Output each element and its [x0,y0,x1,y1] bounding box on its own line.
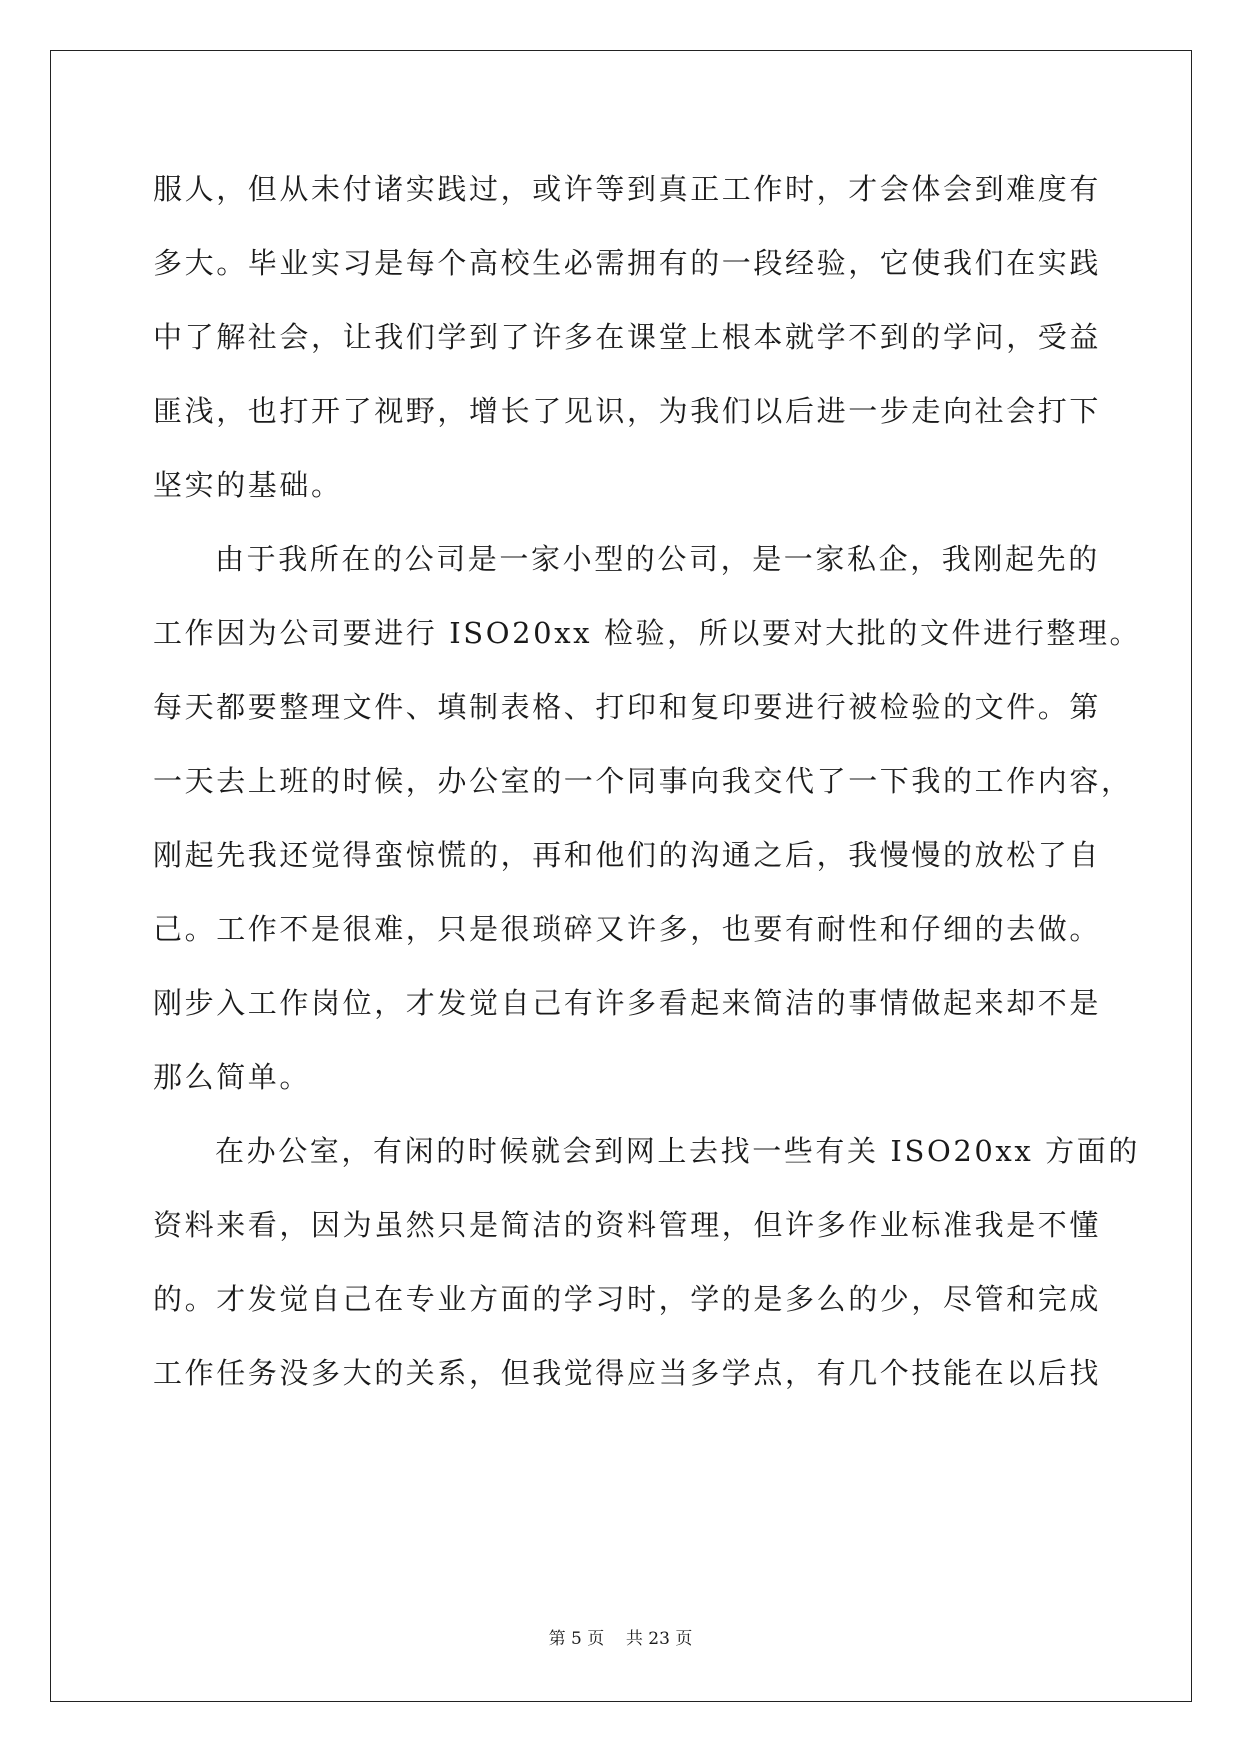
body-text-line: 中了解社会，让我们学到了许多在课堂上根本就学不到的学问，受益 [153,320,1102,354]
body-text-line: 工作因为公司要进行 ISO20xx 检验，所以要对大批的文件进行整理。 [153,616,1142,650]
body-text-line: 工作任务没多大的关系，但我觉得应当多学点，有几个技能在以后找 [153,1356,1102,1390]
paragraph-first-line: 在办公室，有闲的时候就会到网上去找一些有关 ISO20xx 方面的 [215,1134,1140,1168]
body-text-line: 多大。毕业实习是每个高校生必需拥有的一段经验，它使我们在实践 [153,246,1102,280]
body-text-line: 那么简单。 [153,1060,312,1094]
body-text-line: 匪浅，也打开了视野，增长了见识，为我们以后进一步走向社会打下 [153,394,1102,428]
body-text-line: 的。才发觉自己在专业方面的学习时，学的是多么的少，尽管和完成 [153,1282,1102,1316]
body-text-line: 一天去上班的时候，办公室的一个同事向我交代了一下我的工作内容， [153,764,1133,798]
paragraph-first-line: 由于我所在的公司是一家小型的公司，是一家私企，我刚起先的 [215,542,1100,576]
page-number-footer [0,1624,1241,1649]
body-text-line: 刚步入工作岗位，才发觉自己有许多看起来简洁的事情做起来却不是 [153,986,1102,1020]
page-number-label: 第 5 页 共 23 页 [548,1629,693,1649]
body-text-line: 服人，但从未付诸实践过，或许等到真正工作时，才会体会到难度有 [153,172,1102,206]
body-text-line: 刚起先我还觉得蛮惊慌的，再和他们的沟通之后，我慢慢的放松了自 [153,838,1102,872]
body-text-line: 坚实的基础。 [153,468,343,502]
body-text-line: 己。工作不是很难，只是很琐碎又许多，也要有耐性和仔细的去做。 [153,912,1102,946]
body-text-line: 每天都要整理文件、填制表格、打印和复印要进行被检验的文件。第 [153,690,1102,724]
body-text-line: 资料来看，因为虽然只是简洁的资料管理，但许多作业标准我是不懂 [153,1208,1102,1242]
